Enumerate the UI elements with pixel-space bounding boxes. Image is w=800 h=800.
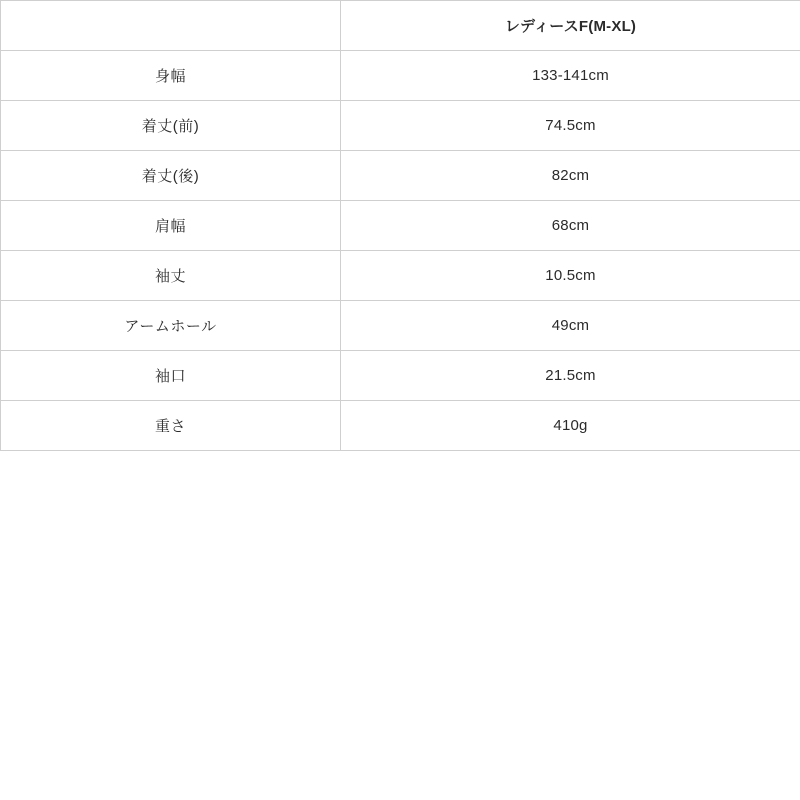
row-value-length-front: 74.5cm — [341, 101, 800, 151]
table-row — [1, 101, 800, 151]
row-label-shoulder-width: 肩幅 — [1, 201, 341, 251]
row-value-body-width: 133-141cm — [341, 51, 800, 101]
row-label-sleeve-length: 袖丈 — [1, 251, 341, 301]
header-cell-blank — [1, 1, 341, 51]
bottom-whitespace — [0, 451, 800, 452]
row-value-shoulder-width: 68cm — [341, 201, 800, 251]
row-value-length-back: 82cm — [341, 151, 800, 201]
row-value-weight: 410g — [341, 401, 800, 451]
table-row — [1, 201, 800, 251]
table-header — [1, 1, 800, 51]
row-value-sleeve-length: 10.5cm — [341, 251, 800, 301]
row-label-armhole: アームホール — [1, 301, 341, 351]
row-value-cuff: 21.5cm — [341, 351, 800, 401]
table-row — [1, 301, 800, 351]
table-row — [1, 51, 800, 101]
row-label-length-front: 着丈(前) — [1, 101, 341, 151]
row-label-length-back: 着丈(後) — [1, 151, 341, 201]
row-value-armhole: 49cm — [341, 301, 800, 351]
table-row — [1, 401, 800, 451]
table-body — [1, 51, 800, 451]
table-row — [1, 351, 800, 401]
table-row — [1, 151, 800, 201]
table-row — [1, 251, 800, 301]
table-header-row — [1, 1, 800, 51]
row-label-body-width: 身幅 — [1, 51, 341, 101]
row-label-cuff: 袖口 — [1, 351, 341, 401]
header-cell-size: レディースF(M-XL) — [341, 1, 800, 51]
row-label-weight: 重さ — [1, 401, 341, 451]
